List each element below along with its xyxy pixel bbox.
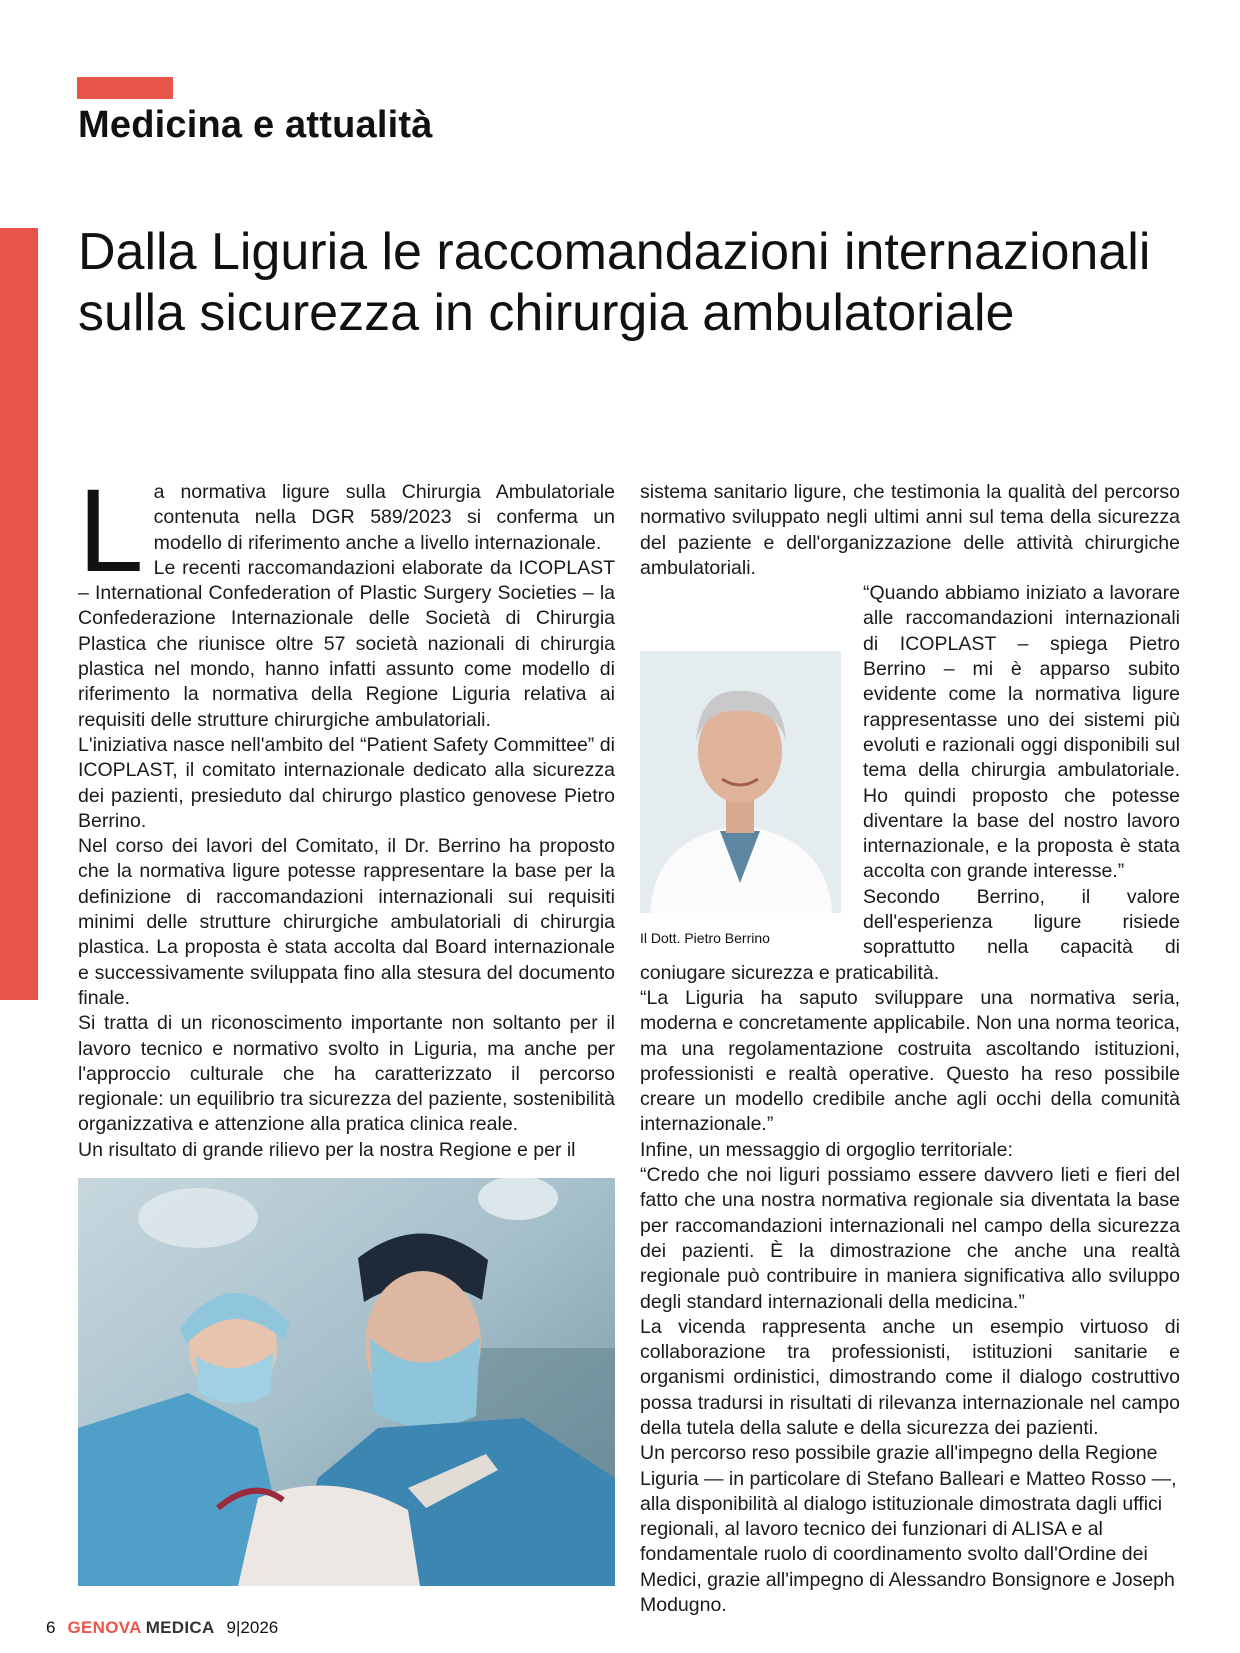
article-paragraph: Infine, un messaggio di orgoglio territoriale: xyxy=(640,1138,1013,1161)
section-accent-bar xyxy=(77,77,173,99)
portrait-caption: Il Dott. Pietro Berrino xyxy=(640,930,770,947)
article-paragraph: “La Liguria ha saputo sviluppare una normativa seria, moderna e concretamente applicabile. Non una norma teorica, ma una regolamentazione costruita ascoltando istituzioni, professionisti e realtà operative. Questo ha reso possibile creare un modello credibile anche agli occhi della comunità internazionale.” xyxy=(640,986,1180,1136)
side-accent-bar xyxy=(0,228,38,1000)
article-paragraph: sistema sanitario ligure, che testimonia la qualità del percorso normativo sviluppato negli ultimi anni sul tema della sicurezza del paziente e dell'organizzazione delle attività chirurgiche ambulatoriali. xyxy=(640,481,1180,579)
article-headline: Dalla Liguria le raccomandazioni internazionali sulla sicurezza in chirurgia ambulatoriale xyxy=(78,223,1151,342)
portrait-figure xyxy=(640,651,845,947)
article-paragraph: “Quando abbiamo iniziato a lavorare alle raccomandazioni internazionali di ICOPLAST – spiega Pietro Berrino – mi è apparso subito evidente come la normativa ligure rappresentasse uno dei sistemi più evoluti e razionali oggi disponibili sul tema della chirurgia ambulatoriale. Ho quindi proposto che potesse diventare la base del nostro lavoro internazionale, e la proposta è stata accolta con grande interesse.” xyxy=(863,582,1180,883)
article-paragraph: Un percorso reso possibile grazie all'impegno della Regione Liguria — in particolare di Stefano Balleari e Matteo Rosso —, alla disponibilità al dialogo istituzionale dimostrata dagli uffici regionali, al lavoro tecnico dei funzionari di ALISA e al fondamentale ruolo di coordinamento svolto dall'Ordine dei Medici, grazie all'impegno di Alessandro Bonsignore e Joseph Modugno. xyxy=(640,1442,1177,1617)
article-paragraph xyxy=(78,465,615,597)
article-paragraph: Secondo Berrino, il valore dell'esperienza ligure risiede soprattutto nella capacità di coniugare sicurezza e praticabilità. xyxy=(640,885,1180,984)
article-paragraph: Si tratta di un riconoscimento importante non soltanto per il lavoro tecnico e normativo svolto in Liguria, ma anche per l'approccio culturale che ha caratterizzato il percorso regionale: un equilibrio tra sicurezza del paziente, sostenibilità organizzativa e attenzione alla pratica clinica reale. xyxy=(78,1012,615,1136)
portrait-photo xyxy=(640,651,841,913)
article-column-left xyxy=(78,465,615,1163)
brand-genova: GENOVA xyxy=(67,1618,142,1637)
section-label: Medicina e attualità xyxy=(78,104,433,146)
article-column-right xyxy=(640,480,1180,1618)
article-paragraph: La vicenda rappresenta anche un esempio virtuoso di collaborazione tra professionisti, istituzioni sanitarie e organismi ordinistici, dimostrando come il dialogo costruttivo possa tradursi in risultati di rilevanza internazionale nel campo della tutela della salute e della sicurezza dei pazienti. xyxy=(640,1315,1180,1439)
article-paragraph: Le recenti raccomandazioni elaborate da ICOPLAST – International Confederation of Plastic Surgery Societies – la Confederazione Internazionale delle Società di Chirurgia Plastica che riunisce oltre 57 società nazionali di chirurgia plastica nel mondo, hanno infatti assunto come modello di riferimento la normativa della Regione Liguria relativa ai requisiti delle strutture chirurgiche ambulatoriali. xyxy=(78,556,615,731)
drop-cap: L xyxy=(78,465,144,597)
issue-number: 9|2026 xyxy=(226,1618,279,1637)
paragraph-text: a normativa ligure sulla Chirurgia Ambulatoriale contenuta nella DGR 589/2023 si conferma un modello di riferimento anche a livello internazionale. xyxy=(153,481,615,554)
brand-medica: MEDICA xyxy=(145,1618,215,1637)
page-footer xyxy=(46,1618,278,1638)
article-paragraph: “Credo che noi liguri possiamo essere davvero lieti e fieri del fatto che una nostra normativa regionale sia diventata la base per raccomandazioni internazionali nel campo della sicurezza dei pazienti. È la dimostrazione che anche una realtà regionale può contribuire in maniera significativa allo sviluppo degli standard internazionali della medicina.” xyxy=(640,1164,1180,1313)
page-number: 6 xyxy=(46,1618,56,1637)
article-paragraph: Nel corso dei lavori del Comitato, il Dr. Berrino ha proposto che la normativa ligure potesse rappresentare la base per la definizione di raccomandazioni internazionali sui requisiti minimi delle strutture chirurgiche ambulatoriali di chirurgia plastica. La proposta è stata accolta dal Board internazionale e successivamente sviluppata fino alla stesura del documento finale. xyxy=(78,835,615,1009)
article-paragraph: Un risultato di grande rilievo per la nostra Regione e per il xyxy=(78,1138,576,1161)
article-paragraph: L'iniziativa nasce nell'ambito del “Patient Safety Committee” di ICOPLAST, il comitato internazionale dedicato alla sicurezza dei pazienti, presieduto dal chirurgo plastico genovese Pietro Berrino. xyxy=(78,733,615,832)
surgery-photo xyxy=(78,1178,615,1586)
